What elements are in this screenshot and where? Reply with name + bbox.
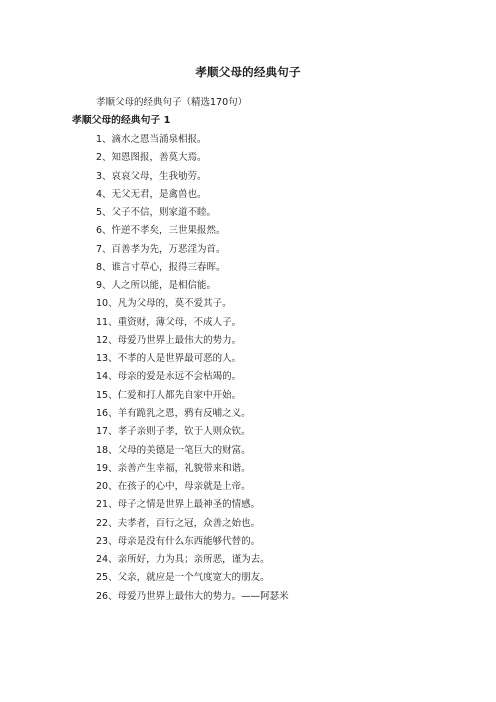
list-item: 4、无父无君，是禽兽也。 [96,188,207,200]
list-item: 16、羊有跪乳之恩，鸦有反哺之义。 [96,407,251,419]
list-item: 26、母爱乃世界上最伟大的势力。——阿瑟米 [96,590,289,602]
list-item: 10、凡为父母的，莫不爱其子。 [96,298,232,310]
list-item: 9、人之所以能，是相信能。 [96,280,217,292]
document-title: 孝顺父母的经典句子 [195,65,301,79]
list-item: 18、父母的美德是一笔巨大的财富。 [96,444,251,456]
list-item: 13、不孝的人是世界最可恶的人。 [96,353,242,365]
list-item: 19、亲善产生幸福，礼貌带来和谐。 [96,462,251,474]
list-item: 22、夫孝者，百行之冠，众善之始也。 [96,517,261,529]
list-item: 21、母子之情是世界上最神圣的情感。 [96,499,261,511]
list-item: 14、母亲的爱是永远不会枯竭的。 [96,371,242,383]
list-item: 15、仁爱和打人都先自家中开始。 [96,389,242,401]
list-item: 17、孝子亲则子孝，钦于人则众钦。 [96,426,251,438]
document-subtitle: 孝顺父母的经典句子（精选170句） [96,97,248,108]
list-item: 23、母亲是没有什么东西能够代替的。 [96,535,261,547]
list-item: 20、在孩子的心中，母亲就是上帝。 [96,481,251,493]
list-item: 1、滴水之恩当涌泉相报。 [96,134,207,145]
list-item: 5、父子不信，则家道不睦。 [96,207,217,219]
list-item: 2、知恩图报，善莫大焉。 [96,152,207,164]
list-item: 24、亲所好，力为具；亲所恶，谨为去。 [96,554,270,566]
list-item: 12、母爱乃世界上最伟大的势力。 [96,334,242,346]
list-item: 25、父亲，就应是一个气度宽大的朋友。 [96,572,270,584]
list-item: 6、忤逆不孝矣，三世果报然。 [96,225,226,237]
quote-list [96,133,289,608]
list-item: 3、哀哀父母，生我劬劳。 [96,170,207,182]
section-heading: 孝顺父母的经典句子 1 [72,115,171,126]
list-item: 7、百善孝为先，万恶淫为首。 [96,243,226,255]
list-item: 11、重资财，薄父母，不成人子。 [96,316,242,328]
list-item: 8、谁言寸草心，报得三春晖。 [96,261,226,273]
